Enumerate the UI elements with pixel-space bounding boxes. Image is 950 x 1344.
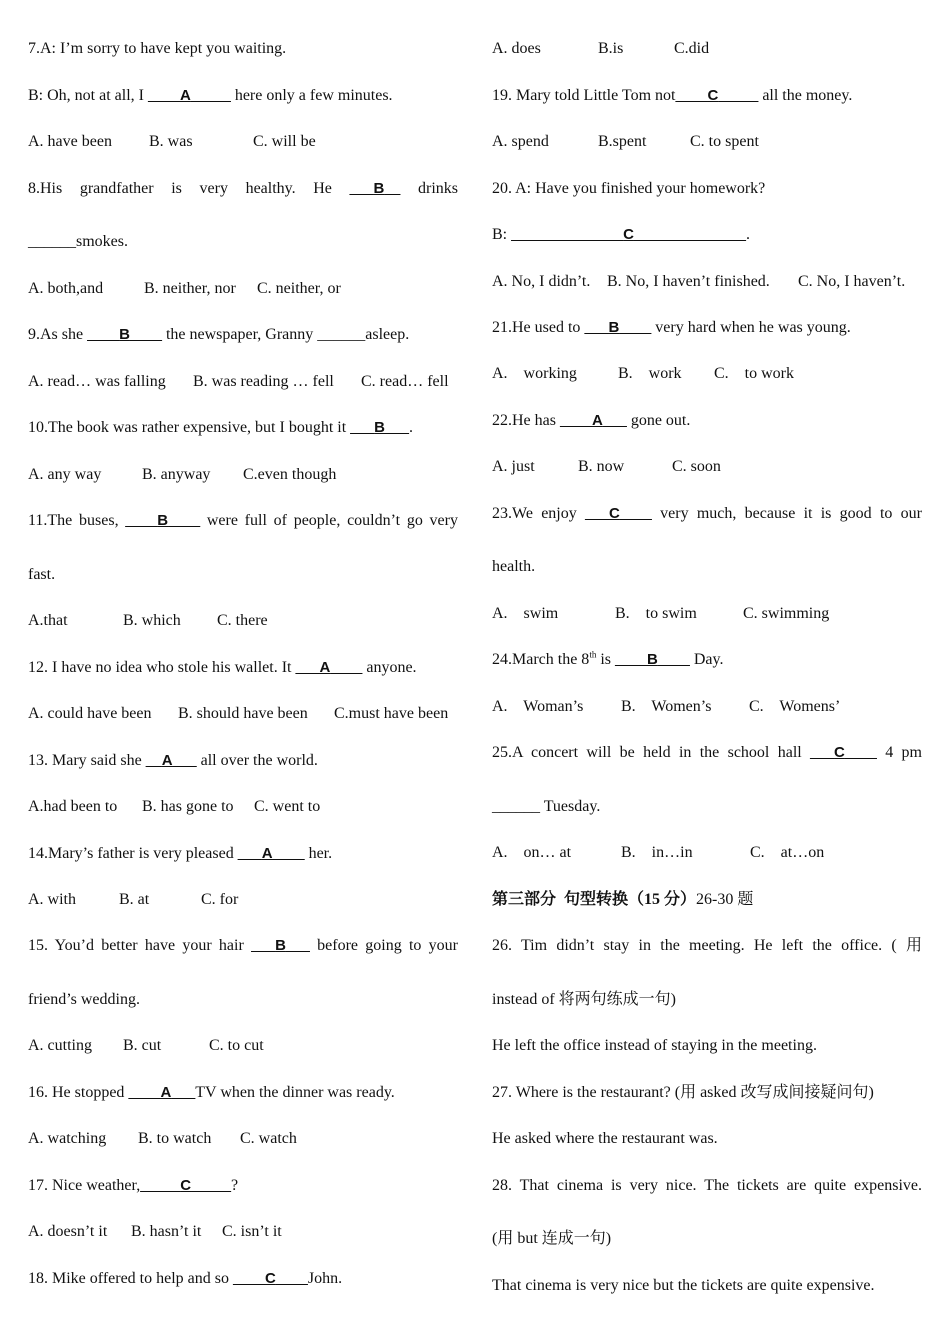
q22-option-a: A. just (492, 458, 535, 475)
section-range: 26-30 题 (696, 891, 754, 908)
q16-option-a: A. watching (28, 1130, 107, 1147)
q15-blank: ___B___ (251, 937, 310, 954)
q20-blank: ______________C______________ (511, 226, 746, 243)
q7-option-a: A. have been (28, 133, 112, 150)
q13-options (28, 797, 458, 817)
q23-option-b: B. to swim (615, 605, 697, 622)
q8-blank: ___B__ (349, 180, 401, 197)
q15-option-a: A. cutting (28, 1037, 92, 1054)
q15-option-b: B. cut (123, 1037, 162, 1054)
q19-blank: ____C_____ (675, 87, 759, 104)
q12-options (28, 704, 458, 724)
q14-option-b: B. at (119, 891, 150, 908)
q17-options (28, 1222, 458, 1242)
q13-option-a: A.had been to (28, 798, 118, 815)
q14-options (28, 890, 458, 910)
q17-option-a: A. doesn’t it (28, 1223, 108, 1240)
q15-options (28, 1036, 458, 1056)
q26-answer: He left the office instead of staying in the meeting. (492, 1037, 817, 1054)
q9-answer: B (119, 326, 130, 343)
q14-answer: A (261, 845, 273, 862)
q13-blank: __A___ (145, 752, 197, 769)
q16-option-c: C. watch (240, 1130, 297, 1147)
q21-blank: ___B____ (584, 319, 652, 336)
q24-option-a: A. Woman’s (492, 698, 584, 715)
q13-question: 13. Mary said she __A___ all over the world. (28, 752, 318, 769)
q12-question: 12. I have no idea who stole his wallet. It ___A____ anyone. (28, 659, 417, 676)
q25-option-b: B. in…in (621, 844, 693, 861)
q11-answer: B (157, 512, 169, 529)
q15-option-c: C. to cut (209, 1037, 264, 1054)
q7-options (28, 132, 458, 152)
q25-option-c: C. at…on (750, 844, 825, 861)
q20-options (492, 272, 922, 292)
q24-options (492, 697, 922, 717)
q10-question: 10.The book was rather expensive, but I bought it ___B___. (28, 419, 413, 436)
q25-option-a: A. on… at (492, 844, 572, 861)
q18-option-c: C.did (674, 40, 710, 57)
q8-answer: B (373, 180, 385, 197)
q18-answer: C (265, 1270, 276, 1287)
q11-options (28, 611, 458, 631)
q17-option-b: B. hasn’t it (131, 1223, 202, 1240)
q13-option-b: B. has gone to (142, 798, 234, 815)
q17-answer: C (180, 1177, 192, 1194)
q22-options (492, 457, 922, 477)
q25-continuation: ______ Tuesday. (492, 798, 601, 815)
q13-option-c: C. went to (254, 798, 321, 815)
q24-option-b: B. Women’s (621, 698, 712, 715)
q14-option-c: C. for (201, 891, 239, 908)
q18-blank: ____C____ (233, 1270, 308, 1287)
q12-blank: ___A____ (295, 659, 363, 676)
q16-answer: A (160, 1084, 172, 1101)
q10-answer: B (374, 419, 385, 436)
q25-options (492, 843, 922, 863)
q8-question: 8.His grandfather is very healthy. He ___B__ drinks (28, 180, 458, 197)
q25-question: 25.A concert will be held in the school hall ___C____ 4 pm (492, 744, 923, 761)
q27-line1: 27. Where is the restaurant? (用 asked 改写成间接疑问句) (492, 1084, 874, 1101)
q22-answer: A (591, 412, 603, 429)
section-title: 第三部分 句型转换（15 分） (492, 891, 697, 908)
q9-options (28, 372, 458, 392)
q21-options (492, 364, 922, 384)
q24-blank: ____B____ (615, 651, 690, 668)
q20-line1: 20. A: Have you finished your homework? (492, 180, 766, 197)
q19-option-a: A. spend (492, 133, 549, 150)
q8-option-a: A. both,and (28, 280, 104, 297)
q18-options (492, 39, 922, 59)
q9-option-c: C. read… fell (361, 373, 449, 390)
q8-options (28, 279, 458, 299)
q18-question: 18. Mike offered to help and so ____C____John. (28, 1270, 343, 1287)
q10-option-c: C.even though (243, 466, 337, 483)
q23-question: 23.We enjoy ___C____ very much, because it is good to our (492, 505, 922, 522)
q19-options (492, 132, 922, 152)
q8-option-b: B. neither, nor (144, 280, 236, 297)
q23-continuation: health. (492, 558, 536, 575)
q16-blank: ____A___ (128, 1084, 196, 1101)
section-heading (492, 890, 922, 910)
q23-options (492, 604, 922, 624)
q7-answer: A (179, 87, 191, 104)
q9-blank: ____B____ (87, 326, 162, 343)
q14-blank: ___A____ (237, 845, 305, 862)
q21-option-a: A. working (492, 365, 577, 382)
q22-question: 22.He has ____A___ gone out. (492, 412, 691, 429)
q14-question: 14.Mary’s father is very pleased ___A____ her. (28, 845, 333, 862)
q10-option-a: A. any way (28, 466, 102, 483)
q15-continuation: friend’s wedding. (28, 991, 140, 1008)
q25-answer: C (834, 744, 845, 761)
q11-option-c: C. there (217, 612, 268, 629)
q20-answer: C (623, 226, 634, 243)
q9-option-a: A. read… was falling (28, 373, 166, 390)
q19-question: 19. Mary told Little Tom not____C_____ all the money. (492, 87, 853, 104)
q17-option-c: C. isn’t it (222, 1223, 282, 1240)
q21-option-c: C. to work (714, 365, 794, 382)
q24-question: 24.March the 8th is ____B____ Day. (492, 649, 724, 668)
q20-option-c: C. No, I haven’t. (798, 273, 906, 290)
q9-question: 9.As she ____B____ the newspaper, Granny ______asleep. (28, 326, 410, 343)
q7-question: B: Oh, not at all, I ____A_____ here only a few minutes. (28, 87, 393, 104)
q15-answer: B (275, 937, 286, 954)
q11-option-b: B. which (123, 612, 181, 629)
q23-option-a: A. swim (492, 605, 559, 622)
q11-continuation: fast. (28, 566, 56, 583)
q23-answer: C (609, 505, 620, 522)
q21-question: 21.He used to ___B____ very hard when he was young. (492, 319, 851, 336)
q20-option-b: B. No, I haven’t finished. (607, 273, 770, 290)
q11-question: 11.The buses, ____B____ were full of people, couldn’t go very (28, 512, 458, 529)
q18-option-b: B.is (598, 40, 624, 57)
q26-line1: 26. Tim didn’t stay in the meeting. He left the office. ( 用 (492, 937, 922, 954)
q10-option-b: B. anyway (142, 466, 211, 483)
q12-answer: A (319, 659, 331, 676)
q17-blank: _____C_____ (140, 1177, 232, 1194)
q18-option-a: A. does (492, 40, 541, 57)
q12-option-a: A. could have been (28, 705, 152, 722)
q7-option-c: C. will be (253, 133, 316, 150)
q19-option-b: B.spent (598, 133, 647, 150)
q28-line1: 28. That cinema is very nice. The tickets are quite expensive. (492, 1177, 922, 1194)
q28-line2: (用 but 连成一句) (492, 1230, 612, 1247)
q20-option-a: A. No, I didn’t. (492, 273, 591, 290)
q23-blank: ___C____ (585, 505, 652, 522)
q10-blank: ___B___ (350, 419, 409, 436)
q8-continuation: ______smokes. (28, 233, 128, 250)
q26-line2: instead of 将两句练成一句) (492, 991, 676, 1008)
q9-option-b: B. was reading … fell (193, 373, 334, 390)
q25-blank: ___C____ (810, 744, 877, 761)
q16-options (28, 1129, 458, 1149)
q19-option-c: C. to spent (690, 133, 759, 150)
q24-answer: B (647, 651, 658, 668)
q21-answer: B (608, 319, 620, 336)
q20-question: B: ______________C______________. (492, 226, 750, 243)
q22-blank: ____A___ (559, 412, 627, 429)
q24-option-c: C. Womens’ (749, 698, 841, 715)
q22-option-b: B. now (578, 458, 625, 475)
q10-options (28, 465, 458, 485)
q23-option-c: C. swimming (743, 605, 830, 622)
q16-option-b: B. to watch (138, 1130, 212, 1147)
q21-option-b: B. work (618, 365, 682, 382)
q16-question: 16. He stopped ____A___TV when the dinner was ready. (28, 1084, 395, 1101)
q15-question: 15. You’d better have your hair ___B___ before going to your (28, 937, 459, 954)
q24-superscript: th (589, 649, 597, 660)
q27-answer: He asked where the restaurant was. (492, 1130, 718, 1147)
q7-text: B: Oh, not at all, I (28, 87, 148, 104)
q8-option-c: C. neither, or (257, 280, 341, 297)
q13-answer: A (161, 752, 173, 769)
q11-blank: ____B____ (125, 512, 201, 529)
q12-option-b: B. should have been (178, 705, 308, 722)
q11-option-a: A.that (28, 612, 68, 629)
q19-answer: C (707, 87, 719, 104)
q14-option-a: A. with (28, 891, 76, 908)
q12-option-c: C.must have been (334, 705, 449, 722)
q7-option-b: B. was (149, 133, 193, 150)
q17-question: 17. Nice weather,_____C_____? (28, 1177, 239, 1194)
q22-option-c: C. soon (672, 458, 721, 475)
q28-answer: That cinema is very nice but the tickets are quite expensive. (492, 1277, 875, 1294)
q7-line1: 7.A: I’m sorry to have kept you waiting. (28, 40, 287, 57)
q7-blank: ____A_____ (147, 87, 231, 104)
